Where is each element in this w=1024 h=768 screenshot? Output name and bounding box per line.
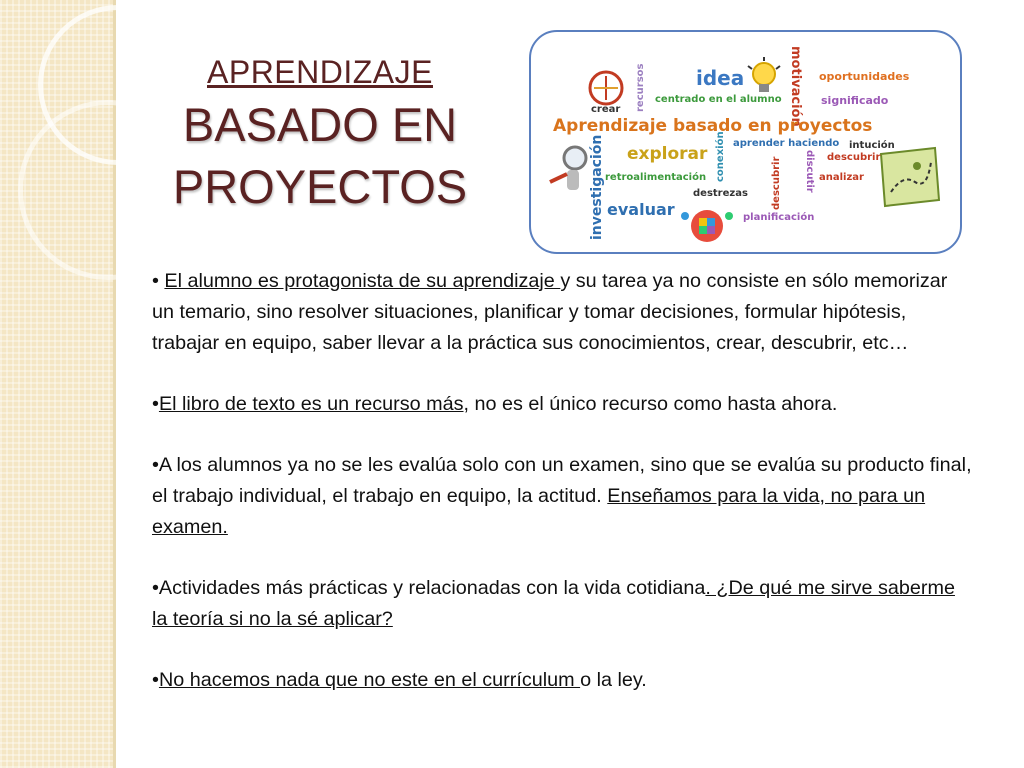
word-oportunidades: oportunidades xyxy=(819,70,910,83)
word-evaluar: evaluar xyxy=(607,200,675,219)
word-explorar: explorar xyxy=(627,144,708,164)
magnifier-person-icon xyxy=(545,144,591,194)
title-line-3: PROYECTOS xyxy=(172,160,468,213)
bullet-5-prefix: • xyxy=(152,669,159,691)
lightbulb-icon xyxy=(743,56,785,98)
bullet-1 xyxy=(152,266,972,359)
bullet-2-underlined: El libro de texto es un recurso más xyxy=(158,393,464,415)
word-significado: significado xyxy=(821,94,889,107)
bullet-1-underlined: El alumno es protagonista de su aprendizaje xyxy=(164,270,561,292)
word-planificacion: planificación xyxy=(743,212,815,223)
bullet-4-text: •Actividades más prácticas y relacionadas con la vida cotidiana xyxy=(152,577,706,599)
map-icon xyxy=(873,144,943,210)
word-destrezas: destrezas xyxy=(693,188,748,199)
word-intuicion: intución xyxy=(849,140,895,151)
word-centrado: centrado en el alumno xyxy=(655,94,782,105)
bullet-2 xyxy=(152,389,972,420)
bullet-4 xyxy=(152,573,972,635)
title-line-2: BASADO EN xyxy=(182,98,458,151)
bullet-5-underlined: No hacemos nada que no este en el currículum xyxy=(158,669,581,691)
word-main: Aprendizaje basado en proyectos xyxy=(553,116,873,136)
word-descubrir-v: descubrir xyxy=(771,156,782,210)
title-line-1: APRENDIZAJE xyxy=(207,54,433,90)
bullet-5 xyxy=(152,665,972,696)
bullet-1-text: y su tarea ya no consiste en sólo memorizar un temario, sino resolver situaciones, planificar y tomar decisiones, formular hipótesis, trabajar en equipo, saber llevar a la práctica sus conocimientos, crear, descubrir, etc… xyxy=(152,270,948,354)
bullet-3-text: •A los alumnos ya no se les evalúa solo con un examen, sino que se evalúa su producto final, el trabajo individual, el trabajo en equipo, la actitud. xyxy=(152,454,972,507)
bullet-list xyxy=(152,266,972,726)
bullet-1-prefix: • xyxy=(152,270,165,292)
word-analizar: analizar xyxy=(819,172,864,183)
word-retro: retroalimentación xyxy=(605,172,707,183)
bullet-2-text: , no es el único recurso como hasta ahora. xyxy=(463,393,838,415)
word-discutir: discutir xyxy=(804,150,815,193)
bullet-4-underlined: . ¿De qué me sirve saberme la teoría si no la sé aplicar? xyxy=(152,577,955,630)
compass-icon xyxy=(586,68,626,108)
word-investigacion: investigación xyxy=(589,134,605,240)
puzzle-people-icon xyxy=(679,204,735,248)
word-cloud-image xyxy=(529,30,962,254)
word-idea: idea xyxy=(696,66,745,90)
bullet-2-prefix: • xyxy=(152,393,159,415)
word-aprender: aprender haciendo xyxy=(733,138,840,149)
word-conexion: conexión xyxy=(715,131,726,182)
slide-title xyxy=(145,50,495,218)
word-recursos: recursos xyxy=(635,63,646,112)
bullet-3-underlined: Enseñamos para la vida, no para un examen. xyxy=(152,485,926,538)
bullet-5-text: o la ley. xyxy=(580,669,647,691)
word-crear: crear xyxy=(591,104,621,115)
bullet-3 xyxy=(152,450,972,543)
word-descubrir-h: descubrir xyxy=(827,152,881,163)
word-motivacion: motivación xyxy=(788,46,803,127)
